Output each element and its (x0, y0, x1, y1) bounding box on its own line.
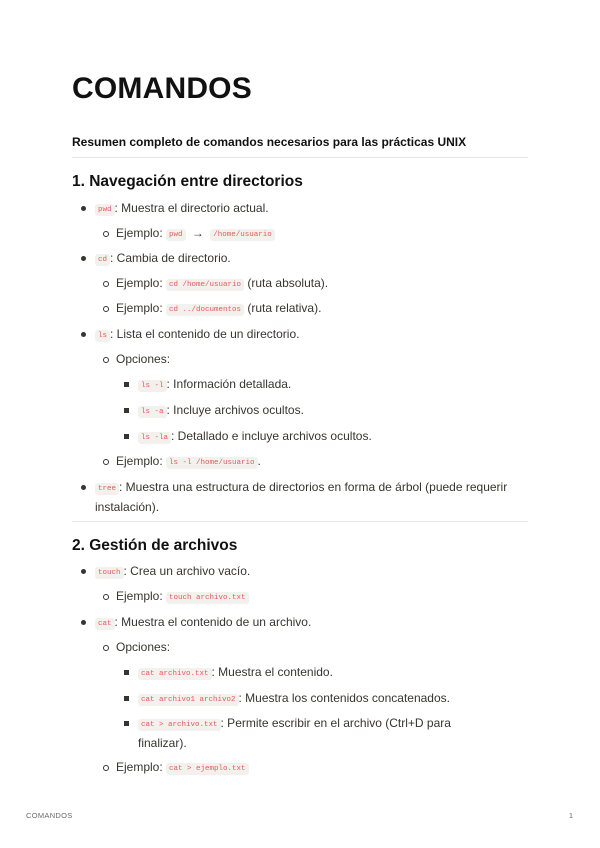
list-item-ls-l: ls -l : Información detallada. (138, 375, 291, 395)
bullet-circle (103, 459, 109, 465)
list-item-pwd: pwd : Muestra el directorio actual. (95, 199, 269, 219)
bullet-square (124, 434, 129, 439)
code-pwd: pwd (95, 204, 115, 216)
arrow-right-icon: → (191, 226, 204, 240)
list-item-cat-concat: cat archivo1 archivo2 : Muestra los contenidos concatenados. (138, 689, 450, 709)
section-heading-gestion-archivos: 2. Gestión de archivos (72, 537, 238, 554)
list-item-ls-la: ls -la : Detallado e incluye archivos ocultos. (138, 427, 372, 447)
bullet-square (124, 696, 129, 701)
divider (72, 157, 528, 158)
bullet-disc (81, 206, 86, 211)
code-cat: cat (95, 618, 115, 630)
list-item-tree: tree : Muestra una estructura de directorios en forma de árbol (puede requerir instalación). (95, 480, 508, 514)
list-item-cd: cd : Cambia de directorio. (95, 249, 231, 269)
bullet-circle (103, 594, 109, 600)
bullet-disc (81, 485, 86, 490)
list-item-touch: touch : Crea un archivo vacío. (95, 562, 250, 582)
page-title: COMANDOS (72, 72, 252, 105)
bullet-square (124, 382, 129, 387)
footer-title: COMANDOS (26, 811, 73, 820)
bullet-disc (81, 256, 86, 261)
list-item-cat: cat : Muestra el contenido de un archivo. (95, 613, 311, 633)
list-item-ls-options: Opciones: (116, 352, 171, 366)
list-item-pwd-example: Ejemplo: pwd → /home/usuario (116, 224, 275, 244)
list-item-cat-options: Opciones: (116, 640, 171, 654)
list-item-cat-example: Ejemplo: cat > ejemplo.txt (116, 758, 249, 778)
bullet-disc (81, 569, 86, 574)
list-item-ls-example: Ejemplo: ls -l /home/usuario . (116, 454, 261, 468)
bullet-circle (103, 231, 109, 237)
list-item-cat-write: cat > archivo.txt : Permite escribir en el archivo (Ctrl+D para finalizar). (138, 716, 451, 750)
list-item-cat-file: cat archivo.txt : Muestra el contenido. (138, 663, 333, 683)
page-number: 1 (568, 811, 573, 820)
page-subtitle: Resumen completo de comandos necesarios para las prácticas UNIX (72, 135, 467, 149)
bullet-circle (103, 645, 109, 651)
divider (72, 521, 528, 522)
code-cd: cd (95, 254, 110, 266)
bullet-circle (103, 357, 109, 363)
code-ls: ls (95, 330, 110, 342)
bullet-circle (103, 306, 109, 312)
bullet-square (124, 408, 129, 413)
section-heading-navegacion: 1. Navegación entre directorios (72, 173, 303, 190)
code-tree: tree (95, 483, 119, 495)
list-item-cd-example-relative: Ejemplo: cd ../documentos (ruta relativa). (116, 301, 322, 315)
bullet-circle (103, 765, 109, 771)
bullet-disc (81, 332, 86, 337)
bullet-square (124, 721, 129, 726)
list-item-touch-example: Ejemplo: touch archivo.txt (116, 587, 249, 607)
code-touch: touch (95, 567, 124, 579)
bullet-disc (81, 620, 86, 625)
list-item-ls: ls : Lista el contenido de un directorio. (95, 325, 299, 345)
list-item-ls-a: ls -a : Incluye archivos ocultos. (138, 401, 304, 421)
list-item-cd-example-absolute: Ejemplo: cd /home/usuario (ruta absoluta). (116, 276, 329, 290)
bullet-circle (103, 281, 109, 287)
bullet-square (124, 670, 129, 675)
